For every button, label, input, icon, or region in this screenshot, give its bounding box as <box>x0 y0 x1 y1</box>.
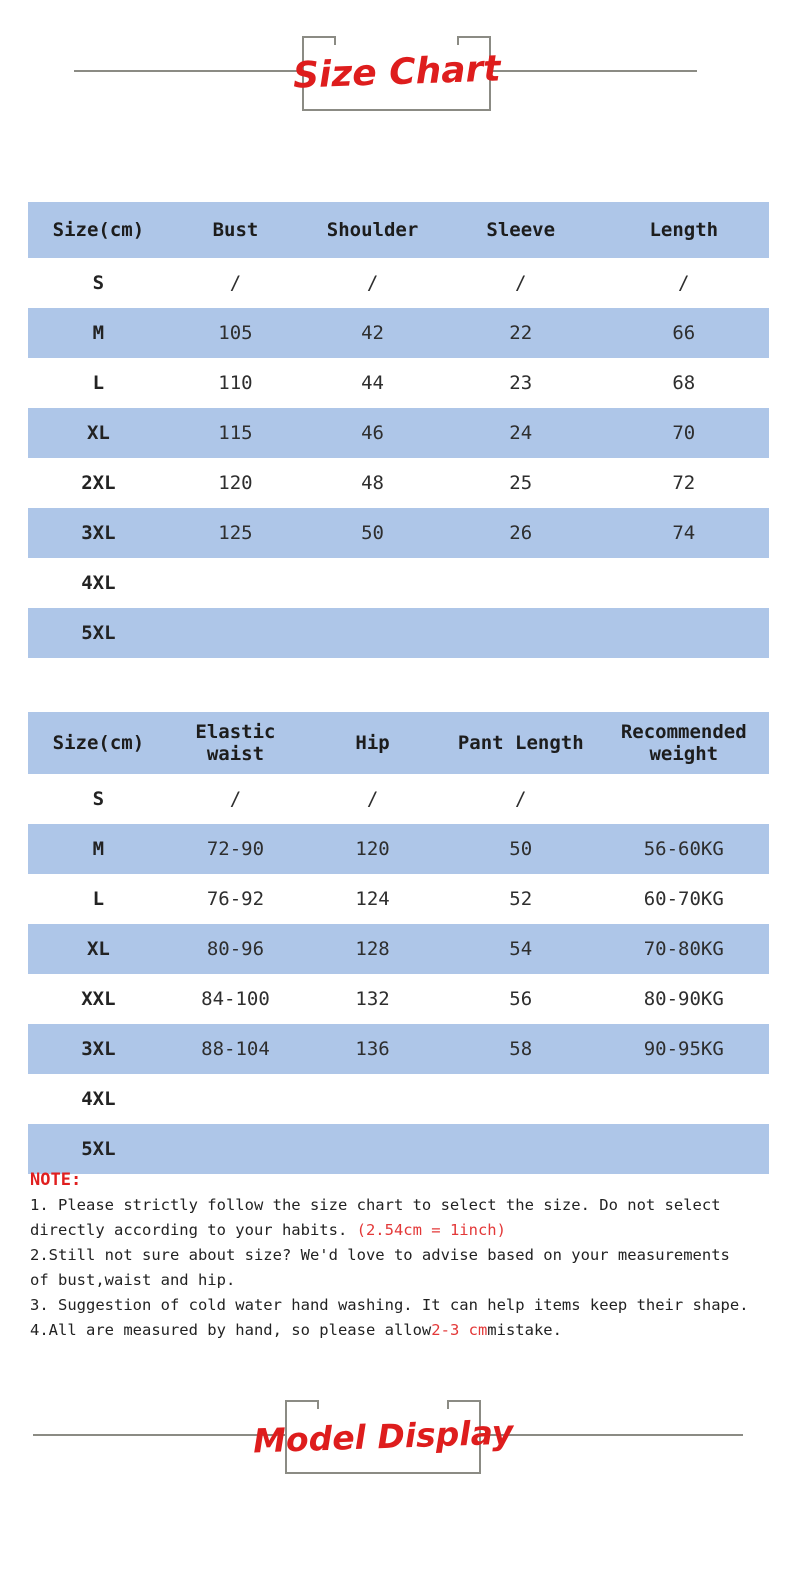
note-label: NOTE: <box>30 1170 82 1190</box>
measurement-cell <box>443 1074 599 1124</box>
table-header-row <box>28 202 769 258</box>
measurement-cell <box>302 558 443 608</box>
note-2-text: 2.Still not sure about size? We'd love to advise based on your measurements <box>30 1246 730 1264</box>
size-label-cell: S <box>92 787 105 810</box>
measurement-cell: 115 <box>218 421 253 444</box>
measurement-cell: 56 <box>509 987 533 1010</box>
measurement-cell: 136 <box>355 1037 390 1060</box>
size-label-cell: 2XL <box>81 471 116 494</box>
size-label-cell: L <box>92 887 105 910</box>
table-row <box>28 408 769 458</box>
size-label-cell: M <box>92 321 105 344</box>
measurement-cell: 42 <box>361 321 384 344</box>
table-row <box>28 1124 769 1174</box>
measurement-cell: 60-70KG <box>643 887 724 910</box>
note-4-text-2: mistake. <box>487 1321 562 1339</box>
measurement-cell: 46 <box>361 421 384 444</box>
column-header-sleeve: Sleeve <box>486 218 556 241</box>
table-row <box>28 824 769 874</box>
measurement-cell: 105 <box>218 321 253 344</box>
measurement-cell: 76-92 <box>206 887 265 910</box>
measurement-cell: 80-90KG <box>643 987 724 1010</box>
size-label-cell: 5XL <box>81 1137 116 1160</box>
measurement-cell: 88-104 <box>201 1037 270 1060</box>
size-chart-title: Size Chart <box>292 48 501 97</box>
model-display-title-band <box>0 1396 799 1474</box>
note-item-4 <box>30 1318 780 1343</box>
table-row <box>28 1024 769 1074</box>
measurement-cell: 50 <box>509 837 533 860</box>
measurement-cell <box>443 1124 599 1174</box>
column-header-bust: Bust <box>212 218 259 241</box>
measurement-cell: 84-100 <box>201 987 270 1010</box>
table-row <box>28 358 769 408</box>
decorative-line-left <box>33 1434 285 1436</box>
column-header-recommended-weight: Recommended weight <box>620 720 747 765</box>
measurement-cell: 25 <box>509 471 533 494</box>
note-item-3 <box>30 1293 780 1318</box>
measurement-cell: 120 <box>355 837 390 860</box>
measurement-cell <box>302 1124 443 1174</box>
measurement-cell: 70-80KG <box>643 937 724 960</box>
size-label-cell: 4XL <box>81 571 116 594</box>
measurement-cell <box>302 608 443 658</box>
table-row <box>28 308 769 358</box>
measurement-cell: / <box>229 271 242 294</box>
table-row <box>28 874 769 924</box>
measurement-cell: 128 <box>355 937 390 960</box>
table-row <box>28 774 769 824</box>
measurement-cell <box>599 1074 769 1124</box>
note-4-highlight: 2-3 cm <box>431 1321 488 1339</box>
measurement-cell: 26 <box>509 521 533 544</box>
measurement-cell: 44 <box>361 371 384 394</box>
measurement-cell: 68 <box>672 371 696 394</box>
note-1-text: 1. Please strictly follow the size chart to select the size. Do not select <box>30 1196 721 1214</box>
note-section <box>30 1168 780 1343</box>
table-row <box>28 608 769 658</box>
size-label-cell: M <box>92 837 105 860</box>
measurement-cell: 54 <box>509 937 533 960</box>
measurement-cell <box>302 1074 443 1124</box>
decorative-line-right <box>487 70 697 72</box>
measurement-cell: 50 <box>361 521 384 544</box>
note-item-2 <box>30 1243 780 1293</box>
measurement-cell: 24 <box>509 421 533 444</box>
measurement-cell: 90-95KG <box>643 1037 724 1060</box>
decorative-line-right <box>477 1434 743 1436</box>
measurement-cell: / <box>515 787 527 810</box>
column-header-pant-length: Pant Length <box>457 731 584 754</box>
measurement-cell <box>599 608 769 658</box>
size-label-cell: L <box>92 371 105 394</box>
table-row <box>28 974 769 1024</box>
measurement-cell: / <box>678 271 690 294</box>
table-row <box>28 924 769 974</box>
decorative-line-left <box>74 70 302 72</box>
note-1-text-2: directly according to your habits. <box>30 1221 357 1239</box>
note-item-1 <box>30 1193 780 1243</box>
column-header-length: Length <box>649 218 719 241</box>
measurement-cell: / <box>366 787 379 810</box>
measurement-cell: 72-90 <box>206 837 265 860</box>
measurement-cell <box>169 1074 302 1124</box>
note-4-text: 4.All are measured by hand, so please allow <box>30 1321 432 1339</box>
measurement-cell: / <box>366 271 379 294</box>
size-label-cell: XL <box>86 421 110 444</box>
note-3-text: 3. Suggestion of cold water hand washing. It can help items keep their shape. <box>30 1296 749 1314</box>
measurement-cell: 58 <box>509 1037 533 1060</box>
measurement-cell: 80-96 <box>206 937 265 960</box>
size-chart-title-box <box>292 36 501 111</box>
measurement-cell <box>599 1124 769 1174</box>
measurement-cell <box>169 608 302 658</box>
model-display-title: Model Display <box>252 1411 514 1461</box>
column-header-size: Size(cm) <box>52 218 145 241</box>
column-header-elastic-waist: Elastic waist <box>195 720 276 765</box>
table-row <box>28 1074 769 1124</box>
size-label-cell: XL <box>86 937 110 960</box>
measurement-cell: 74 <box>672 521 696 544</box>
measurement-cell: 125 <box>218 521 253 544</box>
measurement-cell <box>443 608 599 658</box>
measurement-cell: 48 <box>361 471 384 494</box>
measurement-cell: 22 <box>509 321 533 344</box>
measurement-cell: 70 <box>672 421 696 444</box>
model-display-title-box <box>252 1400 514 1474</box>
garment-size-table <box>28 202 769 658</box>
measurement-cell: 52 <box>509 887 533 910</box>
measurement-cell: / <box>515 271 527 294</box>
size-label-cell: 4XL <box>81 1087 116 1110</box>
table-row <box>28 458 769 508</box>
measurement-cell: 132 <box>355 987 390 1010</box>
measurement-cell <box>443 558 599 608</box>
measurement-cell <box>169 558 302 608</box>
column-header-size: Size(cm) <box>52 731 145 754</box>
size-label-cell: 5XL <box>81 621 116 644</box>
pants-size-table <box>28 712 769 1174</box>
note-2-text-2: of bust,waist and hip. <box>30 1271 236 1289</box>
size-label-cell: 3XL <box>81 521 116 544</box>
table-row <box>28 508 769 558</box>
measurement-cell <box>599 774 769 824</box>
table-row <box>28 258 769 308</box>
measurement-cell: 56-60KG <box>643 837 724 860</box>
note-1-highlight: (2.54cm = 1inch) <box>356 1221 506 1239</box>
size-chart-title-band <box>0 33 799 111</box>
measurement-cell: 124 <box>355 887 390 910</box>
column-header-shoulder: Shoulder <box>326 218 419 241</box>
size-label-cell: S <box>92 271 105 294</box>
table-row <box>28 558 769 608</box>
measurement-cell <box>169 1124 302 1174</box>
measurement-cell: / <box>229 787 242 810</box>
measurement-cell: 110 <box>218 371 253 394</box>
table-header-row <box>28 712 769 774</box>
size-label-cell: XXL <box>81 987 116 1010</box>
measurement-cell: 66 <box>672 321 696 344</box>
measurement-cell: 23 <box>509 371 533 394</box>
column-header-hip: Hip <box>355 731 390 754</box>
measurement-cell: 120 <box>218 471 253 494</box>
measurement-cell: 72 <box>672 471 696 494</box>
size-label-cell: 3XL <box>81 1037 116 1060</box>
measurement-cell <box>599 558 769 608</box>
